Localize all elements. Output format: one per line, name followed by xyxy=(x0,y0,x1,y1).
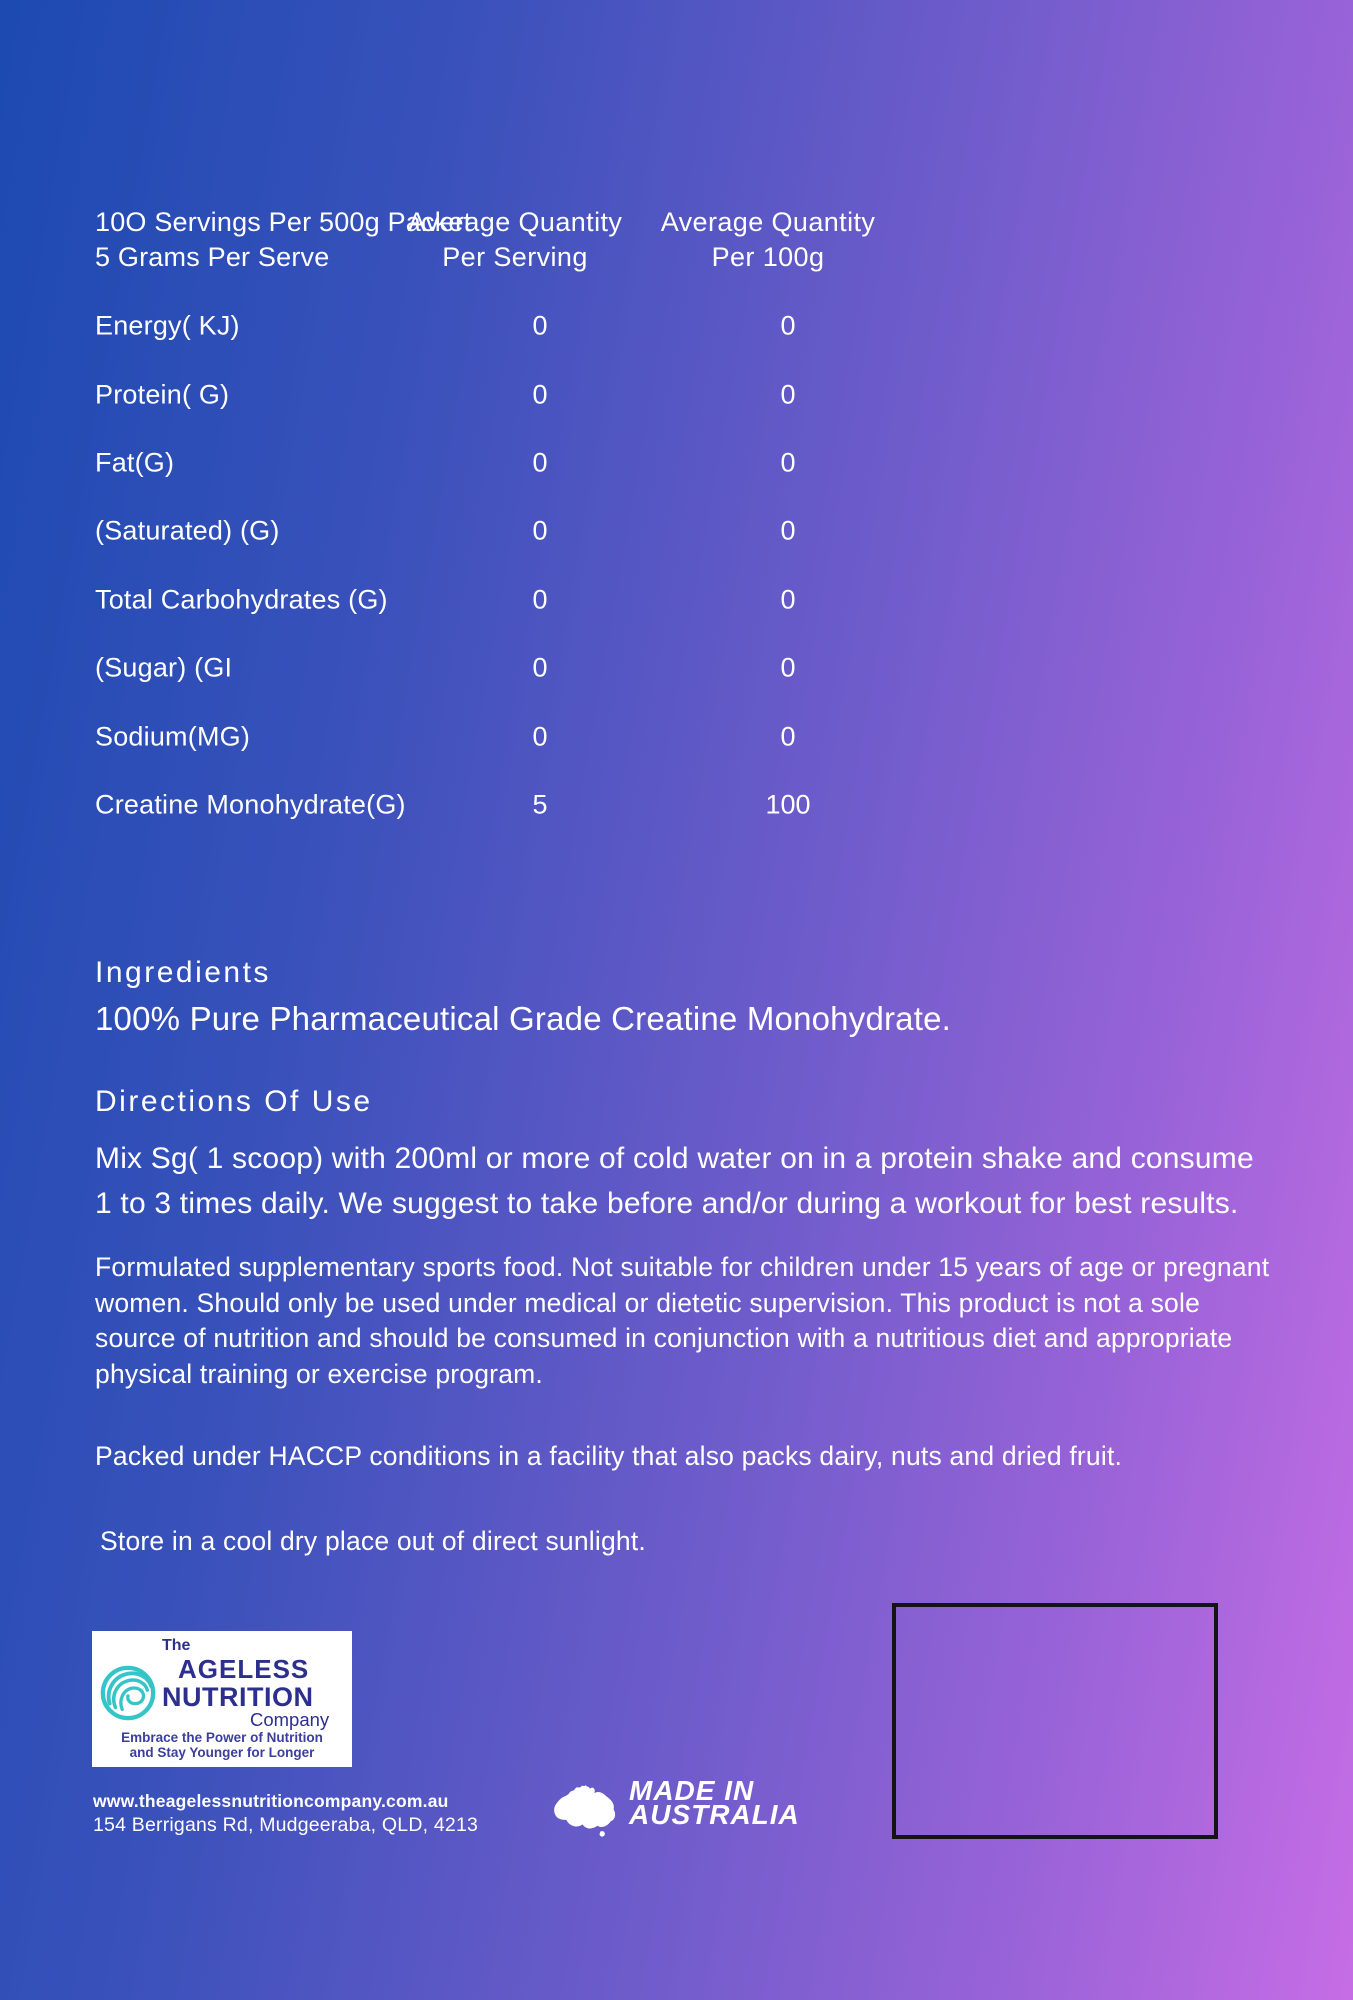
per-serving-value: 0 xyxy=(532,447,548,478)
per-serving-value: 0 xyxy=(532,310,548,341)
supplementary-warning-text: Formulated supplementary sports food. Not suitable for children under 15 years of age or pregnant women. Should only be used under medical or dietetic supervision. This product is not a sole source of nutrition and should be consumed in conjunction with a nutritious diet and appropriate physical training or exercise program. xyxy=(95,1252,1270,1389)
table-row xyxy=(0,566,1353,634)
ageless-swirl-icon xyxy=(99,1664,157,1722)
street-address: 154 Berrigans Rd, Mudgeeraba, QLD, 4213 xyxy=(93,1814,479,1836)
nutrient-label: Energy( KJ) xyxy=(95,310,240,341)
per-100g-value: 0 xyxy=(780,379,796,410)
per-100g-value: 0 xyxy=(780,652,796,683)
nutrient-label: (Saturated) (G) xyxy=(95,515,280,546)
ingredients-heading: Ingredients xyxy=(95,956,271,989)
grams-per-serve: 5 Grams Per Serve xyxy=(95,242,330,272)
barcode-placeholder-box xyxy=(892,1603,1218,1839)
table-row xyxy=(0,702,1353,770)
per-serving-column-header: Average Quantity Per Serving xyxy=(407,207,623,272)
logo-word-company: Company xyxy=(250,1709,330,1730)
per-100g-value: 0 xyxy=(780,584,796,615)
table-row xyxy=(0,634,1353,702)
storage-instruction-text: Store in a cool dry place out of direct sunlight. xyxy=(100,1526,646,1556)
packed-warning-text: Packed under HACCP conditions in a facility that also packs dairy, nuts and dried fruit. xyxy=(95,1441,1123,1471)
nutrition-table-rows xyxy=(0,292,1353,839)
logo-tagline: Embrace the Power of Nutrition and Stay Younger for Longer xyxy=(121,1730,323,1760)
table-row xyxy=(0,497,1353,565)
nutrient-label: Fat(G) xyxy=(95,447,175,478)
australia-map-icon xyxy=(547,1781,621,1841)
per-100g-value: 0 xyxy=(780,447,796,478)
nutrient-label: Sodium(MG) xyxy=(95,721,251,752)
per-100g-value: 0 xyxy=(780,515,796,546)
table-row xyxy=(0,771,1353,839)
per-100g-value: 100 xyxy=(765,789,811,820)
table-row xyxy=(0,292,1353,360)
per-serving-value: 5 xyxy=(532,789,548,820)
servings-per-packet: 10O Servings Per 500g Packet xyxy=(95,207,472,237)
nutrient-label: (Sugar) (GI xyxy=(95,652,233,683)
logo-word-the: The xyxy=(162,1637,191,1654)
nutrient-label: Protein( G) xyxy=(95,379,230,410)
per-serving-value: 0 xyxy=(532,652,548,683)
logo-word-ageless: AGELESS xyxy=(178,1654,310,1684)
per-100g-value: 0 xyxy=(780,721,796,752)
per-100g-value: 0 xyxy=(780,310,796,341)
table-row xyxy=(0,429,1353,497)
per-serving-value: 0 xyxy=(532,515,548,546)
per-serving-value: 0 xyxy=(532,584,548,615)
per-serving-value: 0 xyxy=(532,721,548,752)
logo-word-nutrition: NUTRITION xyxy=(162,1682,314,1712)
per-100g-column-header: Average Quantity Per 100g xyxy=(660,207,876,272)
made-in-australia-text: MADE IN AUSTRALIA xyxy=(629,1775,800,1830)
made-in-australia-mark xyxy=(547,1775,877,1843)
nutrient-label: Creatine Monohydrate(G) xyxy=(95,789,406,820)
website-url: www.theagelessnutritioncompany.com.au xyxy=(93,1791,449,1811)
table-row xyxy=(0,360,1353,428)
per-serving-value: 0 xyxy=(532,379,548,410)
ageless-nutrition-logo xyxy=(92,1631,352,1767)
nutrient-label: Total Carbohydrates (G) xyxy=(95,584,388,615)
ingredients-text: 100% Pure Pharmaceutical Grade Creatine Monohydrate. xyxy=(95,1000,952,1037)
directions-heading: Directions Of Use xyxy=(95,1085,373,1118)
directions-text: Mix Sg( 1 scoop) with 200ml or more of cold water on in a protein shake and consume 1 to 3 times daily. We suggest to take before and/or during a workout for best results. xyxy=(95,1142,1254,1220)
